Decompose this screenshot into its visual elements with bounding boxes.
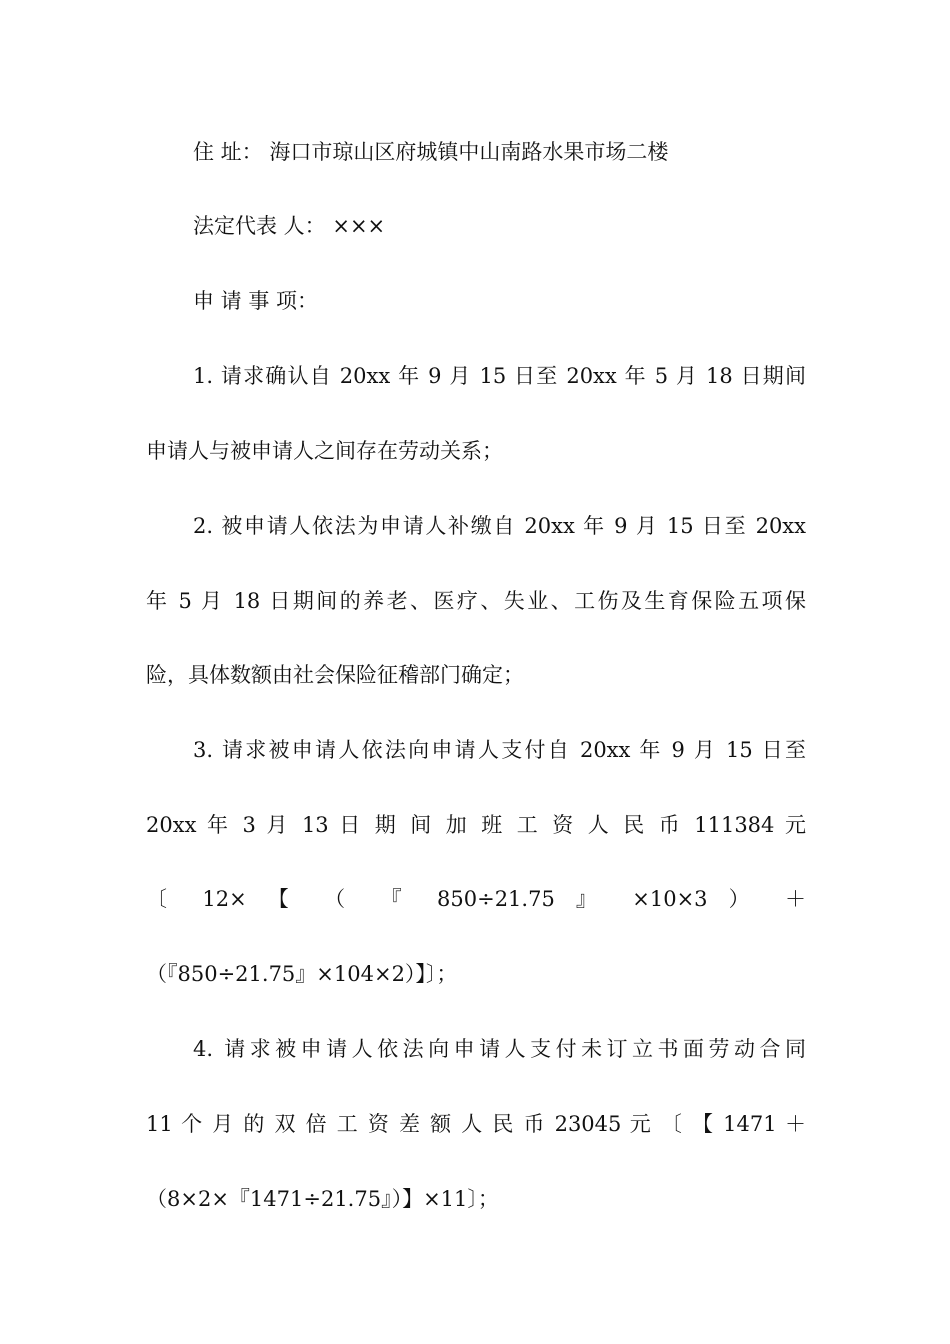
item4-line1: 4. 请求被申请人依法向申请人支付未订立书面劳动合同 [193,1037,806,1061]
address-line: 住 址： 海口市琼山区府城镇中山南路水果市场二楼 [193,140,669,164]
item4-line3: （8×2×『1471÷21.75』）】×11〕； [146,1187,499,1211]
legal-representative-line: 法定代表 人： ××× [193,214,386,238]
item3-line1: 3. 请求被申请人依法向申请人支付自 20xx 年 9 月 15 日至 [193,738,806,762]
items-heading: 申 请 事 项： [193,289,319,313]
item2-line2: 年 5 月 18 日期间的养老、医疗、失业、工伤及生育保险五项保 [146,589,806,613]
item1-line1: 1. 请求确认自 20xx 年 9 月 15 日至 20xx 年 5 月 18 日期间 [193,364,806,388]
item3-line4: （『850÷21.75』×104×2）】〕； [146,962,458,986]
item2-line1: 2. 被申请人依法为申请人补缴自 20xx 年 9 月 15 日至 20xx [193,514,806,538]
item2-line3: 险，具体数额由社会保险征稽部门确定； [146,663,524,687]
item3-line3: 〔 12× 【 （ 『 850÷21.75 』 ×10×3 ） ＋ [146,887,806,911]
item4-line2: 11 个 月 的 双 倍 工 资 差 额 人 民 币 23045 元 〔 【 1471 ＋ [146,1112,806,1136]
item1-line2: 申请人与被申请人之间存在劳动关系； [146,439,503,463]
item3-line2: 20xx 年 3 月 13 日 期 间 加 班 工 资 人 民 币 111384 元 [146,813,806,837]
